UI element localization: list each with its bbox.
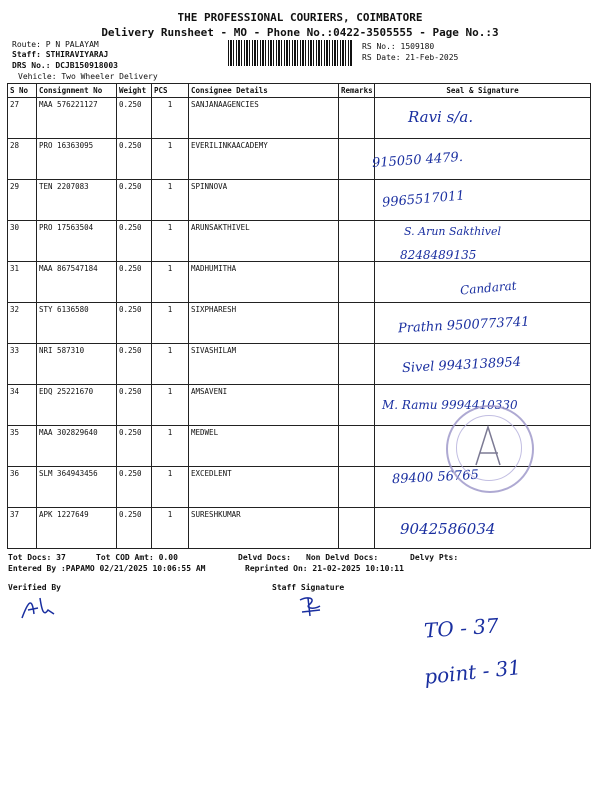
handwritten-signature: 915050 4479. xyxy=(371,149,464,172)
sno-cell: 32 xyxy=(8,303,37,344)
seal-mark xyxy=(446,405,530,489)
handwritten-note-point: point - 31 xyxy=(423,654,523,690)
sno-cell: 36 xyxy=(8,467,37,508)
staff-label: Staff: STHIRAVIYARAJ xyxy=(12,50,109,59)
weight-cell: 0.250 xyxy=(117,180,152,221)
handwritten-signature: M. Ramu 9994410330 xyxy=(382,398,518,412)
consignment-cell: PRO 16363095 xyxy=(37,139,117,180)
pcs-cell: 1 xyxy=(152,98,189,139)
handwritten-signature: S. Arun Sakthivel xyxy=(404,225,502,238)
consignee-cell: SURESHKUMAR xyxy=(189,508,339,549)
consignment-cell: MAA 867547184 xyxy=(37,262,117,303)
pcs-cell: 1 xyxy=(152,139,189,180)
handwritten-signature: 9965517011 xyxy=(381,188,466,211)
consignee-cell: SPINNOVA xyxy=(189,180,339,221)
entered-by: Entered By :PAPAMO 02/21/2025 10:06:55 AM xyxy=(8,564,206,573)
staff-signature-label: Staff Signature xyxy=(272,583,345,592)
handwritten-signature: 89400 56765 xyxy=(391,467,480,488)
table-row xyxy=(8,98,591,139)
pcs-cell: 1 xyxy=(152,385,189,426)
pcs-cell: 1 xyxy=(152,221,189,262)
barcode xyxy=(228,40,352,66)
column-header: Seal & Signature xyxy=(375,84,591,98)
staff-signature xyxy=(296,594,326,618)
consignment-cell: MAA 576221127 xyxy=(37,98,117,139)
column-header: Weight xyxy=(117,84,152,98)
company-title: THE PROFESSIONAL COURIERS, COIMBATORE xyxy=(177,11,423,24)
column-header: S No xyxy=(8,84,37,98)
delivery-points: Delvy Pts: xyxy=(410,553,459,562)
weight-cell: 0.250 xyxy=(117,221,152,262)
sno-cell: 35 xyxy=(8,426,37,467)
sno-cell: 33 xyxy=(8,344,37,385)
consignee-cell: EXCEDLENT xyxy=(189,467,339,508)
consignee-cell: AMSAVENI xyxy=(189,385,339,426)
weight-cell: 0.250 xyxy=(117,262,152,303)
weight-cell: 0.250 xyxy=(117,139,152,180)
handwritten-note-to: TO - 37 xyxy=(423,613,500,643)
total-docs: Tot Docs: 37 xyxy=(8,553,66,562)
weight-cell: 0.250 xyxy=(117,303,152,344)
weight-cell: 0.250 xyxy=(117,344,152,385)
table-row xyxy=(8,508,591,549)
handwritten-signature: 9042586034 xyxy=(400,520,496,538)
rs-date: RS Date: 21-Feb-2025 xyxy=(362,53,459,62)
weight-cell: 0.250 xyxy=(117,98,152,139)
remarks-cell xyxy=(339,508,375,549)
table-row xyxy=(8,221,591,262)
consignment-cell: NRI 587310 xyxy=(37,344,117,385)
company-seal xyxy=(446,405,534,493)
weight-cell: 0.250 xyxy=(117,508,152,549)
sno-cell: 37 xyxy=(8,508,37,549)
sno-cell: 30 xyxy=(8,221,37,262)
remarks-cell xyxy=(339,139,375,180)
consignment-cell: SLM 364943456 xyxy=(37,467,117,508)
consignee-cell: EVERILINKAACADEMY xyxy=(189,139,339,180)
column-header: Consignment No xyxy=(37,84,117,98)
remarks-cell xyxy=(339,344,375,385)
pcs-cell: 1 xyxy=(152,344,189,385)
total-cod: Tot COD Amt: 0.00 xyxy=(96,553,178,562)
weight-cell: 0.250 xyxy=(117,385,152,426)
rs-number: RS No.: 1509180 xyxy=(362,42,435,51)
consignee-cell: ARUNSAKTHIVEL xyxy=(189,221,339,262)
remarks-cell xyxy=(339,180,375,221)
pcs-cell: 1 xyxy=(152,426,189,467)
consignment-cell: STY 6136580 xyxy=(37,303,117,344)
consignment-cell: MAA 302829640 xyxy=(37,426,117,467)
consignment-cell: PRO 17563504 xyxy=(37,221,117,262)
remarks-cell xyxy=(339,221,375,262)
remarks-cell xyxy=(339,426,375,467)
pcs-cell: 1 xyxy=(152,467,189,508)
column-header: Remarks xyxy=(339,84,375,98)
weight-cell: 0.250 xyxy=(117,426,152,467)
route-label: Route: P N PALAYAM xyxy=(12,40,99,49)
consignee-cell: SIXPHARESH xyxy=(189,303,339,344)
consignee-cell: MADHUMITHA xyxy=(189,262,339,303)
consignee-cell: MEDWEL xyxy=(189,426,339,467)
table-row xyxy=(8,139,591,180)
sno-cell: 29 xyxy=(8,180,37,221)
reprinted-on: Reprinted On: 21-02-2025 10:10:11 xyxy=(245,564,404,573)
sno-cell: 34 xyxy=(8,385,37,426)
non-delivered-docs: Non Delvd Docs: xyxy=(306,553,379,562)
pcs-cell: 1 xyxy=(152,508,189,549)
pcs-cell: 1 xyxy=(152,303,189,344)
handwritten-signature: Candarat xyxy=(459,278,518,298)
table-row xyxy=(8,180,591,221)
consignee-cell: SIVASHILAM xyxy=(189,344,339,385)
remarks-cell xyxy=(339,262,375,303)
handwritten-signature: Ravi s/a. xyxy=(408,108,474,126)
sno-cell: 31 xyxy=(8,262,37,303)
consignment-cell: APK 1227649 xyxy=(37,508,117,549)
remarks-cell xyxy=(339,385,375,426)
handwritten-signature: Prathn 9500773741 xyxy=(397,314,530,337)
handwritten-signature: 8248489135 xyxy=(400,248,477,262)
handwritten-signature: Sivel 9943138954 xyxy=(401,354,522,377)
sno-cell: 28 xyxy=(8,139,37,180)
consignment-cell: TEN 2207083 xyxy=(37,180,117,221)
vehicle-label: Vehicle: Two Wheeler Delivery xyxy=(18,72,158,81)
signature-cell xyxy=(375,98,591,139)
column-header: PCS xyxy=(152,84,189,98)
pcs-cell: 1 xyxy=(152,262,189,303)
runsheet-title: Delivery Runsheet - MO - Phone No.:0422-3505555 - Page No.:3 xyxy=(101,26,499,39)
column-header: Consignee Details xyxy=(189,84,339,98)
verifier-signature xyxy=(18,592,58,622)
consignee-cell: SANJANAAGENCIES xyxy=(189,98,339,139)
remarks-cell xyxy=(339,467,375,508)
remarks-cell xyxy=(339,303,375,344)
verified-by-label: Verified By xyxy=(8,583,61,592)
sno-cell: 27 xyxy=(8,98,37,139)
delivered-docs: Delvd Docs: xyxy=(238,553,291,562)
weight-cell: 0.250 xyxy=(117,467,152,508)
drs-label: DRS No.: DCJB150918003 xyxy=(12,61,118,70)
remarks-cell xyxy=(339,98,375,139)
pcs-cell: 1 xyxy=(152,180,189,221)
consignment-cell: EDQ 25221670 xyxy=(37,385,117,426)
table-header-row xyxy=(8,84,591,98)
